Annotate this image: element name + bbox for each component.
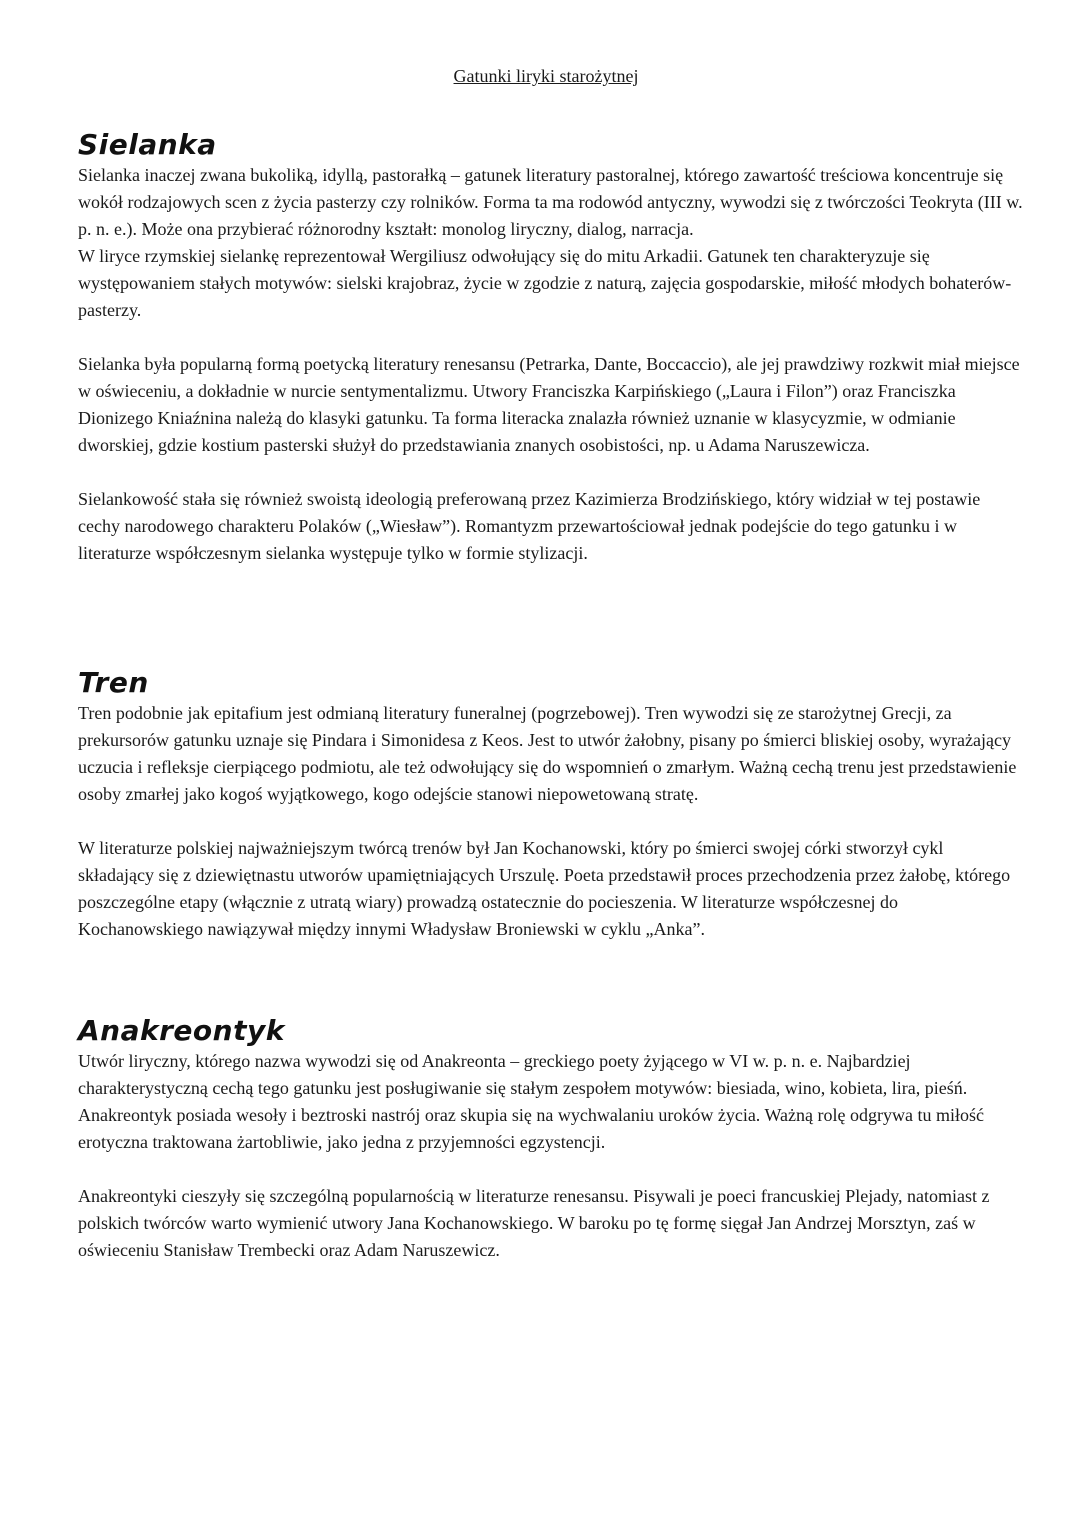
section-heading: Sielanka bbox=[78, 128, 217, 161]
paragraph: Anakreontyki cieszyły się szczególną popularnością w literaturze renesansu. Pisywali je poeci francuskiej Plejady, natomiast z polskich twórców warto wymienić utwory Jana Kochanowskiego. W baroku po tę formę sięgał Jan Andrzej Morsztyn, zaś w oświeceniu Stanisław Trembecki oraz Adam Naruszewicz. bbox=[78, 1186, 990, 1260]
paragraph: Sielanka była popularną formą poetycką literatury renesansu (Petrarka, Dante, Boccaccio), ale jej prawdziwy rozkwit miał miejsce w oświeceniu, a dokładnie w nurcie sentymentalizmu. Utwory Franciszka Karpińskiego („Laura i Filon”) oraz Franciszka Dionizego Kniaźnina należą do klasyki gatunku. Ta forma literacka znalazła również uznanie w klasycyzmie, w odmianie dworskiej, gdzie kostium pasterski służył do przedstawiania znanych osobistości, np. u Adama Naruszewicza. bbox=[78, 354, 1020, 455]
section-sielanka bbox=[78, 128, 1023, 567]
section-heading: Tren bbox=[78, 666, 149, 699]
section-tren bbox=[78, 666, 1023, 943]
paragraph: W liryce rzymskiej sielankę reprezentował Wergiliusz odwołujący się do mitu Arkadii. Gatunek ten charakteryzuje się występowaniem stałych motywów: sielski krajobraz, życie w zgodzie z naturą, zajęcia gospodarskie, miłość młodych bohaterów-pasterzy. bbox=[78, 246, 1012, 320]
paragraph: W literaturze polskiej najważniejszym twórcą trenów był Jan Kochanowski, który po śmierci swojej córki stworzył cykl składający się z dziewiętnastu utworów upamiętniających Urszulę. Poeta przedstawił proces przechodzenia przez żałobę, którego poszczególne etapy (włącznie z utratą wiary) prowadzą ostatecznie do pocieszenia. W literaturze współczesnej do Kochanowskiego nawiązywał między innymi Władysław Broniewski w cyklu „Anka”. bbox=[78, 838, 1011, 939]
paragraph: Sielanka inaczej zwana bukoliką, idyllą, pastorałką – gatunek literatury pastoralnej, którego zawartość treściowa koncentruje się wokół rodzajowych scen z życia pasterzy czy rolników. Forma ta ma rodowód antyczny, wywodzi się z twórczości Teokryta (III w. p. n. e.). Może ona przybierać różnorodny kształt: monolog liryczny, dialog, narracja. bbox=[78, 165, 1023, 239]
paragraph: Sielankowość stała się również swoistą ideologią preferowaną przez Kazimierza Brodzińskiego, który widział w tej postawie cechy narodowego charakteru Polaków („Wiesław”). Romantyzm przewartościował jednak podejście do tego gatunku i w literaturze współczesnym sielanka występuje tylko w formie stylizacji. bbox=[78, 489, 981, 563]
section-anakreontyk bbox=[78, 1014, 1023, 1264]
section-heading: Anakreontyk bbox=[78, 1014, 285, 1047]
paragraph: Tren podobnie jak epitafium jest odmianą literatury funeralnej (pogrzebowej). Tren wywodzi się ze starożytnej Grecji, za prekursorów gatunku uznaje się Pindara i Simonidesa z Keos. Jest to utwór żałobny, pisany po śmierci bliskiej osoby, wyrażający uczucia i refleksje cierpiącego podmiotu, ale też odwołujący się do wspomnień o zmarłym. Ważną cechą trenu jest przedstawienie osoby zmarłej jako kogoś wyjątkowego, kogo odejście stanowi niepowetowaną stratę. bbox=[78, 703, 1017, 804]
paragraph: Utwór liryczny, którego nazwa wywodzi się od Anakreonta – greckiego poety żyjącego w VI w. p. n. e. Najbardziej charakterystyczną cechą tego gatunku jest posługiwanie się stałym zespołem motywów: biesiada, wino, kobieta, lira, pieśń. Anakreontyk posiada wesoły i beztroski nastrój oraz skupia się na wychwalaniu uroków życia. Ważną rolę odgrywa tu miłość erotyczna traktowana żartobliwie, jako jedna z przyjemności egzystencji. bbox=[78, 1051, 984, 1152]
document-title: Gatunki liryki starożytnej bbox=[453, 66, 639, 86]
